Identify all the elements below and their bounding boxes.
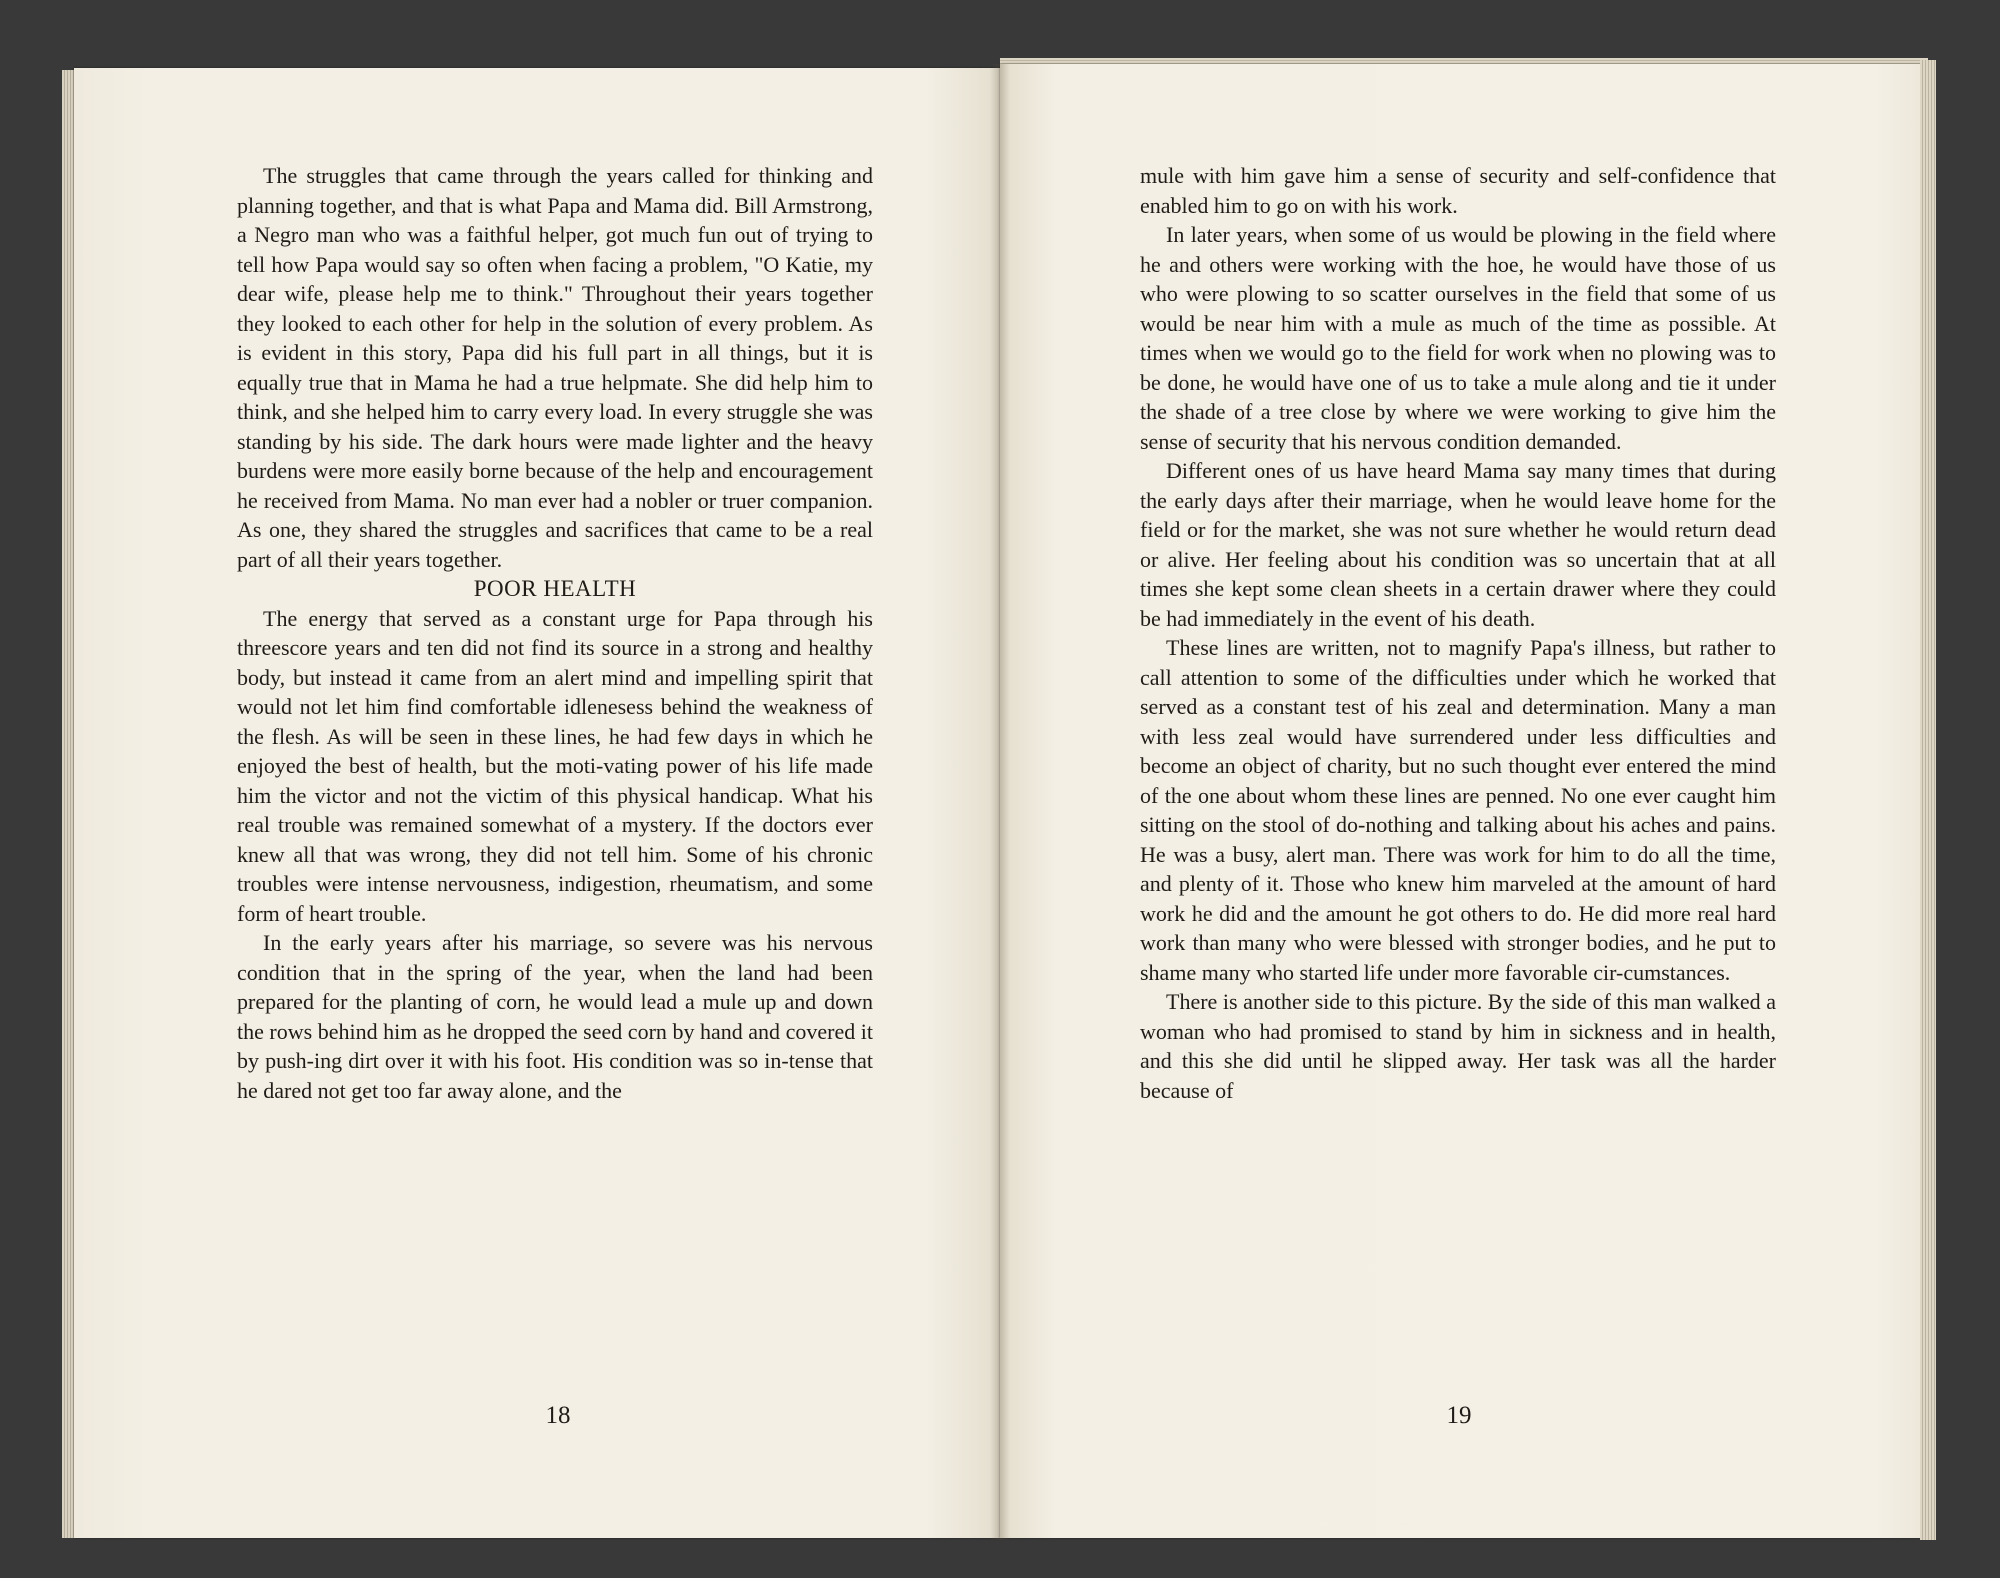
paragraph: The struggles that came through the years called for thinking and planning together, and that is what Papa and Mama did. Bill Armstrong, a Negro man who was a faithful helper, got much fun out of trying to tell how Papa would say so often when facing a problem, "O Katie, my dear wife, please help me to think." Throughout their years together they looked to each other for help in the solution of every problem. As is evident in this story, Papa did his full part in all things, but it is equally true that in Mama he had a true helpmate. She did help him to think, and she helped him to carry every load. In every struggle she was standing by his side. The dark hours were made lighter and the heavy burdens were more easily borne because of the help and encouragement he received from Mama. No man ever had a nobler or truer companion. As one, they shared the struggles and sacrifices that came to be a real part of all their years together. bbox=[237, 163, 873, 572]
paragraph: In later years, when some of us would be plowing in the field where he and others were working with the hoe, he would have those of us who were plowing to so scatter ourselves in the field that some of us would be near him with a mule as much of the time as possible. At times when we would go to the field for work when no plowing was to be done, he would have one of us to take a mule along and tie it under the shade of a tree close by where we were working to give him the sense of security that his nervous condition demanded. bbox=[1140, 222, 1776, 454]
section-heading: POOR HEALTH bbox=[473, 576, 637, 601]
paragraph: In the early years after his marriage, so severe was his nervous condition that in the spring of the year, when the land had been prepared for the planting of corn, he would lead a mule up and down the rows behind him as he dropped the seed corn by hand and covered it by push-ing dirt over it with his foot. His condition was so in-tense that he dared not get too far away alone, and the bbox=[237, 930, 873, 1103]
right-page-text bbox=[1140, 161, 1776, 1105]
book-gutter bbox=[990, 64, 1010, 1540]
paragraph: The energy that served as a constant urge for Papa through his threescore years and ten did not find its source in a strong and healthy body, but instead it came from an alert mind and impelling spirit that would not let him find comfortable idlenesess behind the weakness of the flesh. As will be seen in these lines, he had few days in which he enjoyed the best of health, but the moti-vating power of his life made him the victor and not the victim of this physical handicap. What his real trouble was remained somewhat of a mystery. If the doctors ever knew all that was wrong, they did not tell him. Some of his chronic troubles were intense nervousness, indigestion, rheumatism, and some form of heart trouble. bbox=[237, 605, 873, 926]
paragraph: mule with him gave him a sense of security and self-confidence that enabled him to go on with his work. bbox=[1140, 163, 1776, 218]
left-page-text bbox=[237, 161, 873, 1105]
page-number-right: 19 bbox=[1446, 1402, 1472, 1429]
page-number-left: 18 bbox=[545, 1402, 571, 1429]
paragraph: There is another side to this picture. By the side of this man walked a woman who had promised to stand by him in sickness and in health, and this she did until he slipped away. Her task was all the harder because of bbox=[1140, 989, 1776, 1103]
paragraph: Different ones of us have heard Mama say many times that during the early days after their marriage, when he would leave home for the field or for the market, she was not sure whether he would return dead or alive. Her feeling about his condition was so uncertain that at all times she kept some clean sheets in a certain drawer where they could be had immediately in the event of his death. bbox=[1140, 458, 1776, 631]
right-page-stack-edge bbox=[1920, 60, 1936, 1540]
paragraph: These lines are written, not to magnify Papa's illness, but rather to call attention to some of the difficulties under which he worked that served as a constant test of his zeal and determination. Many a man with less zeal would have surrendered under less difficulties and become an object of charity, but no such thought ever entered the mind of the one about whom these lines are penned. No one ever caught him sitting on the stool of do-nothing and talking about his aches and pains. He was a busy, alert man. There was work for him to do all the time, and plenty of it. Those who knew him marveled at the amount of hard work he did and the amount he got others to do. He did more real hard work than many who were blessed with stronger bodies, and he put to shame many who started life under more favorable cir-cumstances. bbox=[1140, 635, 1776, 985]
